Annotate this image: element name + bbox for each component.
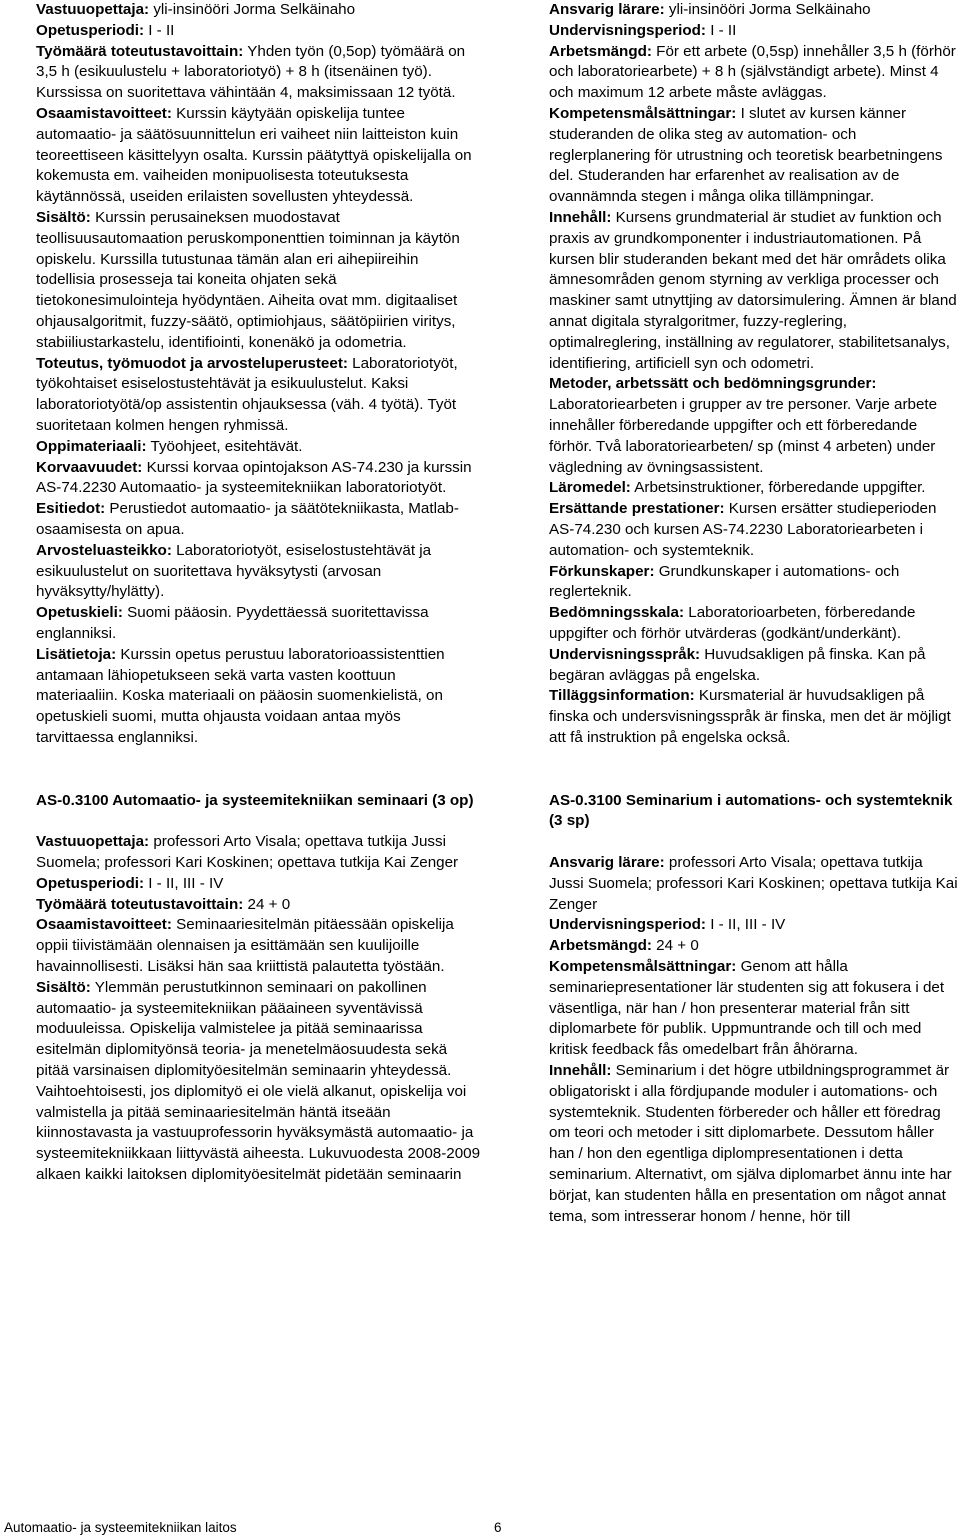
- field-label: Undervisningsperiod:: [549, 916, 706, 934]
- field-paragraph: [36, 42, 481, 104]
- field-label: Innehåll:: [549, 1062, 612, 1080]
- field-label: Undervisningsspråk:: [549, 645, 701, 663]
- field-label: Korvaavuudet:: [36, 458, 143, 476]
- field-paragraph: [549, 915, 960, 936]
- field-text: Työohjeet, esitehtävät.: [146, 437, 303, 455]
- field-paragraph: [36, 21, 481, 42]
- field-label: Innehåll:: [549, 208, 612, 226]
- field-paragraph: [549, 42, 960, 104]
- field-label: Toteutus, työmuodot ja arvosteluperusteet:: [36, 354, 348, 372]
- finnish-course-description: [36, 0, 481, 749]
- field-text: Seminarium i det högre utbildningsprogrammet är obligatoriskt i alla fördjupande moduler i automations- och systemteknik. Studenten förbereder och håller ett föredrag om teori och metoder i sitt diplomarbete. Dessutom håller han / hon den egentliga diplompresentationen i detta seminarium. Alternativt, om själva diplomarbet ännu inte har börjat, kan studenten hålla en presentation om något annat tema, som intresserar honom / henne, hör till: [549, 1062, 952, 1225]
- field-label: Bedömningsskala:: [549, 604, 685, 622]
- field-paragraph: [549, 562, 960, 604]
- field-label: Sisältö:: [36, 978, 91, 996]
- field-text: yli-insinööri Jorma Selkäinaho: [664, 1, 871, 18]
- field-paragraph: [549, 208, 960, 374]
- field-paragraph: [549, 499, 960, 561]
- field-text: professori Arto Visala; opettava tutkija Jussi Suomela; professori Kari Koskinen; opettava tutkija Kai Zenger: [549, 854, 958, 913]
- field-label: Arbetsmängd:: [549, 937, 652, 955]
- field-paragraph: [549, 603, 960, 645]
- field-paragraph: [36, 895, 481, 916]
- swedish-course-description: [549, 0, 960, 749]
- field-text: Yhden työn (0,5op) työmäärä on 3,5 h (esikuulustelu + laboratoriotyö) + 8 h (itsenäinen työ). Kurssissa on suoritettava vähintään 4, maksimissaan 12 työtä.: [36, 42, 466, 102]
- field-label: Opetusperiodi:: [36, 21, 145, 39]
- field-paragraph: [549, 0, 960, 21]
- field-text: Arbetsinstruktioner, förberedande uppgifter.: [630, 479, 926, 497]
- field-label: Arvosteluasteikko:: [36, 541, 172, 559]
- field-label: Undervisningsperiod:: [549, 21, 706, 39]
- field-paragraph: [36, 978, 481, 1186]
- field-paragraph: [549, 686, 960, 748]
- field-label: Förkunskaper:: [549, 562, 655, 580]
- swedish-seminar-description: [549, 853, 960, 1227]
- field-text: I - II: [705, 21, 737, 39]
- field-label: Esitiedot:: [36, 500, 106, 518]
- field-label: Lisätietoja:: [36, 645, 117, 663]
- field-text: Suomi pääosin. Pyydettäessä suoritettavissa englanniksi.: [36, 604, 429, 642]
- field-paragraph: [36, 832, 481, 874]
- field-label: Osaamistavoitteet:: [36, 104, 172, 122]
- field-label: Ansvarig lärare:: [549, 854, 665, 872]
- field-text: Laboratoriotyöt, työkohtaiset esiselostustehtävät ja esikuulustelut. Kaksi laboratoriotyötä/op assistentin ohjauksessa (väh. 4 työtä). Työt suoritetaan kolmen hengen ryhmissä.: [36, 354, 458, 434]
- field-text: Grundkunskaper i automations- och reglerteknik.: [549, 562, 900, 601]
- field-label: Läromedel:: [549, 479, 631, 497]
- field-text: Laboratoriearbeten i grupper av tre personer. Varje arbete innehåller förberedande uppgifter och ett förberedande förhör. Två laboratoriearbeten/ sp (minst 4 arbeten) under vägledning av övningsassistent.: [549, 396, 938, 476]
- swedish-course-title: AS-0.3100 Seminarium i automations- och systemteknik (3 sp): [549, 791, 953, 830]
- field-label: Tilläggsinformation:: [549, 687, 695, 705]
- field-label: Kompetensmålsättningar:: [549, 104, 737, 122]
- field-label: Opetusperiodi:: [36, 874, 145, 892]
- field-paragraph: [36, 437, 481, 458]
- field-label: Arbetsmängd:: [549, 42, 652, 60]
- field-paragraph: [549, 104, 960, 208]
- field-text: I slutet av kursen känner studeranden de olika steg av automation- och reglerplanering för utrustning och teoretisk bearbetningens del. Studeranden har erfarenhet av realisation av de ovannämnda stegen i många olika tillämpningar.: [549, 104, 943, 206]
- finnish-column: [36, 0, 481, 1186]
- field-text: Huvudsakligen på finska. Kan på begäran avläggas på engelska.: [549, 645, 926, 684]
- field-label: Sisältö:: [36, 208, 91, 226]
- field-paragraph: [549, 374, 960, 478]
- field-text: Kurssin käytyään opiskelija tuntee automaatio- ja säätösuunnittelun eri vaiheet niin laitteiston kuin teoreettiseen käsittelyyn osalta. Kurssin päätyttyä opiskelijalla on kokemusta em. vaiheiden monipuolisesta toteutuksesta käytännössä, useiden erilaisten sovellusten yhteydessä.: [36, 104, 472, 206]
- field-paragraph: [36, 208, 481, 354]
- field-paragraph: [36, 354, 481, 437]
- field-text: I - II, III - IV: [144, 874, 224, 892]
- field-text: För ett arbete (0,5sp) innehåller 3,5 h (förhör och laboratoriearbete) + 8 h (självständigt arbete). Minst 4 och maximum 12 arbete måste avläggas.: [549, 42, 956, 102]
- field-text: Kurssin perusaineksen muodostavat teollisuusautomaation peruskomponenttien toiminnan ja käytön opiskelu. Kurssilla tutustunaa tämän alan eri aihepiireihin todellisia prosesseja tai koneita ohjaten sekä tietokonesimulointeja hyödyntäen. Aiheita ovat mm. digitaaliset ohjausalgoritmit, fuzzy-säätö, optimiohjaus, säätöpiirien viritys, stabiiliustarkastelu, identifiointi, konenäkö ja odometria.: [36, 208, 460, 351]
- field-text: 24 + 0: [651, 937, 699, 955]
- field-text: I - II, III - IV: [705, 916, 786, 934]
- field-label: Vastuuopettaja:: [36, 1, 150, 18]
- field-text: Ylemmän perustutkinnon seminaari on pakollinen automaatio- ja systeemitekniikan pääaineen syventävissä moduuleissa. Opiskelija valmistelee ja pitää seminaarissa esitelmän diplomityönsä teoria- ja menetelmäosuudesta sekä pitää varsinaisen diplomityöesitelmän seminaarin yhteydessä. Vaihtoehtoisesti, jos diplomityö ei ole vielä alkanut, opiskelija voi valmistella ja pitää seminaariesitelmän häntä itseään kiinnostavasta ja vastuuprofessorin hyväksymästä automaatio- ja systeemitekniikkaan liittyvästä aiheesta. Lukuvuodesta 2008-2009 alkaen kaikki laitoksen diplomityöesitelmät pidetään seminaarin: [36, 978, 481, 1184]
- field-paragraph: [36, 499, 481, 541]
- field-paragraph: [36, 458, 481, 500]
- field-text: Kurssi korvaa opintojakson AS-74.230 ja kurssin AS-74.2230 Automaatio- ja systeemitekniikan laboratoriotyöt.: [36, 458, 472, 497]
- field-text: Seminaariesitelmän pitäessään opiskelija oppii tiivistämään olennaisen ja esittämään sen kuulijoille havainnollisesti. Lisäksi hän saa kriittistä palautetta työstään.: [36, 916, 454, 976]
- field-text: Kursmaterial är huvudsakligen på finska och undersvisningsspråk är finska, men det är möjligt att få instruktion på engelska också.: [549, 687, 951, 746]
- field-paragraph: [549, 936, 960, 957]
- field-text: professori Arto Visala; opettava tutkija Jussi Suomela; professori Kari Koskinen; opettava tutkija Kai Zenger: [36, 833, 459, 872]
- field-paragraph: [549, 853, 960, 915]
- field-label: Kompetensmålsättningar:: [549, 958, 737, 976]
- field-paragraph: [36, 541, 481, 603]
- field-text: Laboratorioarbeten, förberedande uppgifter och förhör utvärderas (godkänt/underkänt).: [549, 604, 916, 642]
- field-paragraph: [36, 645, 481, 749]
- field-text: Perustiedot automaatio- ja säätötekniikasta, Matlab-osaamisesta on apua.: [36, 500, 459, 538]
- field-paragraph: [549, 957, 960, 1061]
- page-number: 6: [494, 1520, 502, 1535]
- field-paragraph: [36, 874, 481, 895]
- field-text: Kursens grundmaterial är studiet av funktion och praxis av grundkomponenter i industriautomationen. På kursen blir studeranden bekant med det här områdets olika ämnesområden genom styrning av verkliga processer och maskiner samt utnyttjing av datorsimulering. Ämnen är bland annat digitala styralgoritmer, fuzzy-reglering, optimalreglering, inställning av regulatorer, stabilitetsanalys, identifiering, artificiell syn och odometri.: [549, 208, 957, 372]
- field-paragraph: [36, 104, 481, 208]
- field-label: Ersättande prestationer:: [549, 500, 725, 518]
- field-paragraph: [36, 0, 481, 21]
- field-paragraph: [36, 915, 481, 977]
- field-label: Oppimateriaali:: [36, 437, 147, 455]
- field-text: Kurssin opetus perustuu laboratorioassistenttien antamaan lähiopetukseen sekä varta vasten koottuun materiaaliin. Koska materiaali on pääosin suomenkielistä, on opetuskieli suomi, mutta ohjausta voidaan antaa myös tarvittaessa englanniksi.: [36, 645, 445, 746]
- finnish-seminar-description: [36, 832, 481, 1186]
- field-label: Työmäärä toteutustavoittain:: [36, 42, 244, 60]
- field-text: Genom att hålla seminariepresentationer lär studenten sig att fokusera i det väsentliga, när han / hon presenterar material från sitt diplomarbete för publik. Uppmuntrande och till och med kritisk feedback fås omedelbart från åhörarna.: [549, 958, 945, 1059]
- field-paragraph: [549, 1061, 960, 1227]
- field-label: Ansvarig lärare:: [549, 1, 665, 18]
- field-label: Metoder, arbetssätt och bedömningsgrunder:: [549, 375, 877, 393]
- field-text: Laboratoriotyöt, esiselostustehtävät ja esikuulustelut on suoritettava hyväksytysti (arvosan hyväksytty/hylätty).: [36, 541, 432, 601]
- field-paragraph: [36, 603, 481, 645]
- field-paragraph: [549, 21, 960, 42]
- finnish-course-title: AS-0.3100 Automaatio- ja systeemitekniikan seminaari (3 op): [36, 791, 474, 809]
- field-text: I - II: [144, 21, 175, 39]
- field-label: Vastuuopettaja:: [36, 833, 150, 851]
- field-text: Kursen ersätter studieperioden AS-74.230 och kursen AS-74.2230 Laboratoriearbeten i automation- och systemteknik.: [549, 500, 937, 559]
- field-label: Työmäärä toteutustavoittain:: [36, 895, 244, 913]
- field-text: 24 + 0: [243, 895, 291, 913]
- footer-department: Automaatio- ja systeemitekniikan laitos: [4, 1520, 237, 1535]
- field-paragraph: [549, 645, 960, 687]
- field-paragraph: [549, 478, 960, 499]
- field-label: Osaamistavoitteet:: [36, 916, 172, 934]
- field-text: yli-insinööri Jorma Selkäinaho: [149, 1, 356, 18]
- field-label: Opetuskieli:: [36, 604, 123, 622]
- swedish-column: [549, 0, 960, 1227]
